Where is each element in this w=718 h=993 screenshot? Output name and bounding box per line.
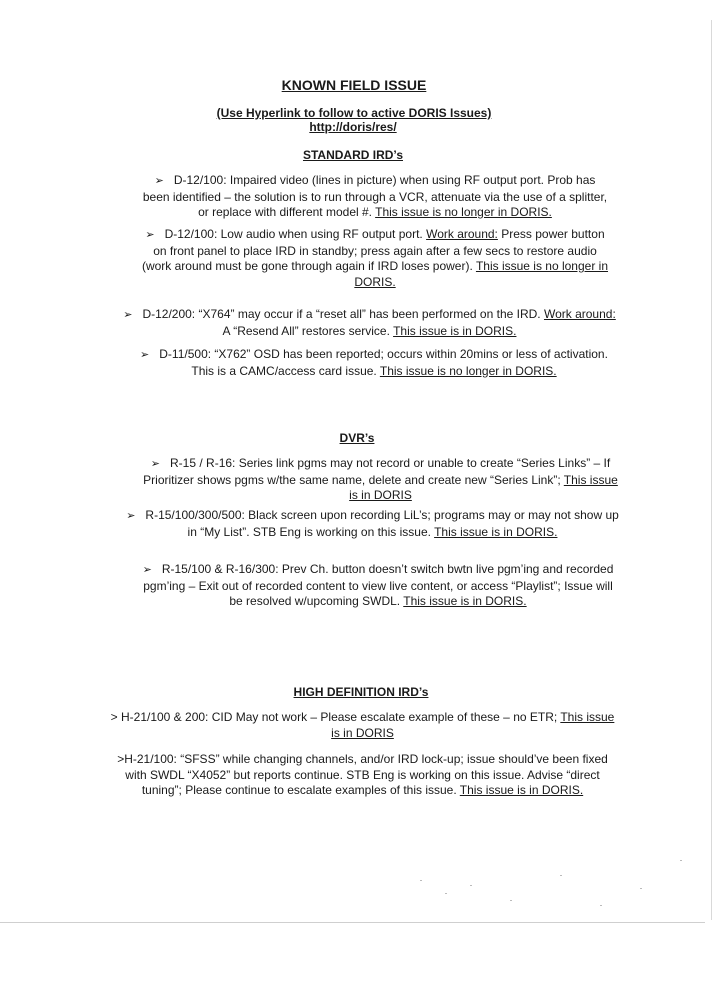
scan-speck [445,893,447,894]
list-item [125,508,620,540]
issue-text-continued: Press power button on front panel to place IRD in standby; press again after a few secs to restore audio (work around must be gone through again if IRD loses power). [141,227,605,273]
list-item [143,456,618,504]
issue-status: This issue is in DORIS. [393,323,517,338]
issue-text: D-12/100: Low audio when using RF output port. [164,227,427,241]
issue-status: This issue is no longer in DORIS. [379,363,557,378]
issue-text: R-15 / R-16: Series link pgms may not record or unable to create “Series Links” – If Prioritizer shows pgms w/the same name, delete and create new “Series Link”; [143,456,611,487]
issue-status: This issue is in DORIS. [434,524,558,539]
issue-status: This issue is in DORIS. [459,783,584,797]
list-item [140,227,610,290]
scan-speck [510,900,512,901]
scan-speck [680,860,682,861]
scan-speck [600,905,602,906]
bullet-arrow-icon: ➢ [145,229,155,241]
issue-text: D-12/200: “X764” may occur if a “reset all” has been performed on the IRD. [142,307,544,321]
scan-speck [470,885,472,886]
list-item [140,173,610,221]
bullet-arrow-icon: ➢ [154,175,164,187]
document-title: KNOWN FIELD ISSUE [281,77,427,93]
scan-speck [560,875,562,876]
issue-text-continued: A “Resend All” restores service. [222,323,394,338]
issue-text: > H-21/100 & 200: CID May not work – Please escalate example of these – no ETR; [110,710,561,724]
bullet-arrow-icon: ➢ [150,458,161,470]
scan-speck [420,880,422,881]
issue-status: This issue is no longer in DORIS. [375,205,552,219]
doris-link[interactable]: http://doris/res/ [309,120,397,134]
hyperlink-note: (Use Hyperlink to follow to active DORIS Issues) [216,106,492,120]
list-item [138,562,618,610]
issue-text: D-12/100: Impaired video (lines in picture) when using RF output port. Prob has been identified – the solution is to run through a VCR, attenuate via the use of a splitter, or replace with different model #. [142,173,608,219]
issue-status: This issue is in DORIS [349,472,618,502]
issue-status: This issue is in DORIS. [403,594,527,608]
list-item [105,752,620,799]
list-item [138,347,610,379]
list-item [122,307,617,339]
bullet-arrow-icon: ➢ [140,349,150,361]
issue-status: This issue is no longer in DORIS. [354,259,609,289]
list-item [105,710,620,741]
issue-text: >H-21/100: “SFSS” while changing channels, and/or IRD lock-up; issue should’ve been fixed with SWDL “X4052” but reports continue. STB Eng is working on this issue. Advise “direct tuning”; Please continue to escalate examples of this issue. [117,752,608,797]
issue-text: R-15/100 & R-16/300: Prev Ch. button doesn’t switch bwtn live pgm’ing and recorded pgm’ing – Exit out of recorded content to view live content, or access “Playlist”; Issue will be resolved w/upcoming SWDL. [143,562,614,608]
page-edge-bottom [0,922,705,923]
bullet-arrow-icon: ➢ [126,510,136,522]
section-heading-hd: HIGH DEFINITION IRD’s [293,685,429,699]
scan-speck [640,888,642,889]
section-heading-standard: STANDARD IRD’s [302,148,403,162]
workaround-label: Work around: [543,307,616,321]
issue-status: This issue is in DORIS [331,710,615,740]
bullet-arrow-icon: ➢ [142,564,152,576]
section-heading-dvr: DVR’s [339,431,375,445]
issue-text: R-15/100/300/500: Black screen upon recording LiL’s; programs may or may not show up in “My List”. STB Eng is working on this issue. [145,508,619,539]
bullet-arrow-icon: ➢ [123,309,133,321]
issue-text: D-11/500: “X762” OSD has been reported; occurs within 20mins or less of activation. This is a CAMC/access card issue. [159,347,608,378]
workaround-label: Work around: [426,227,498,241]
